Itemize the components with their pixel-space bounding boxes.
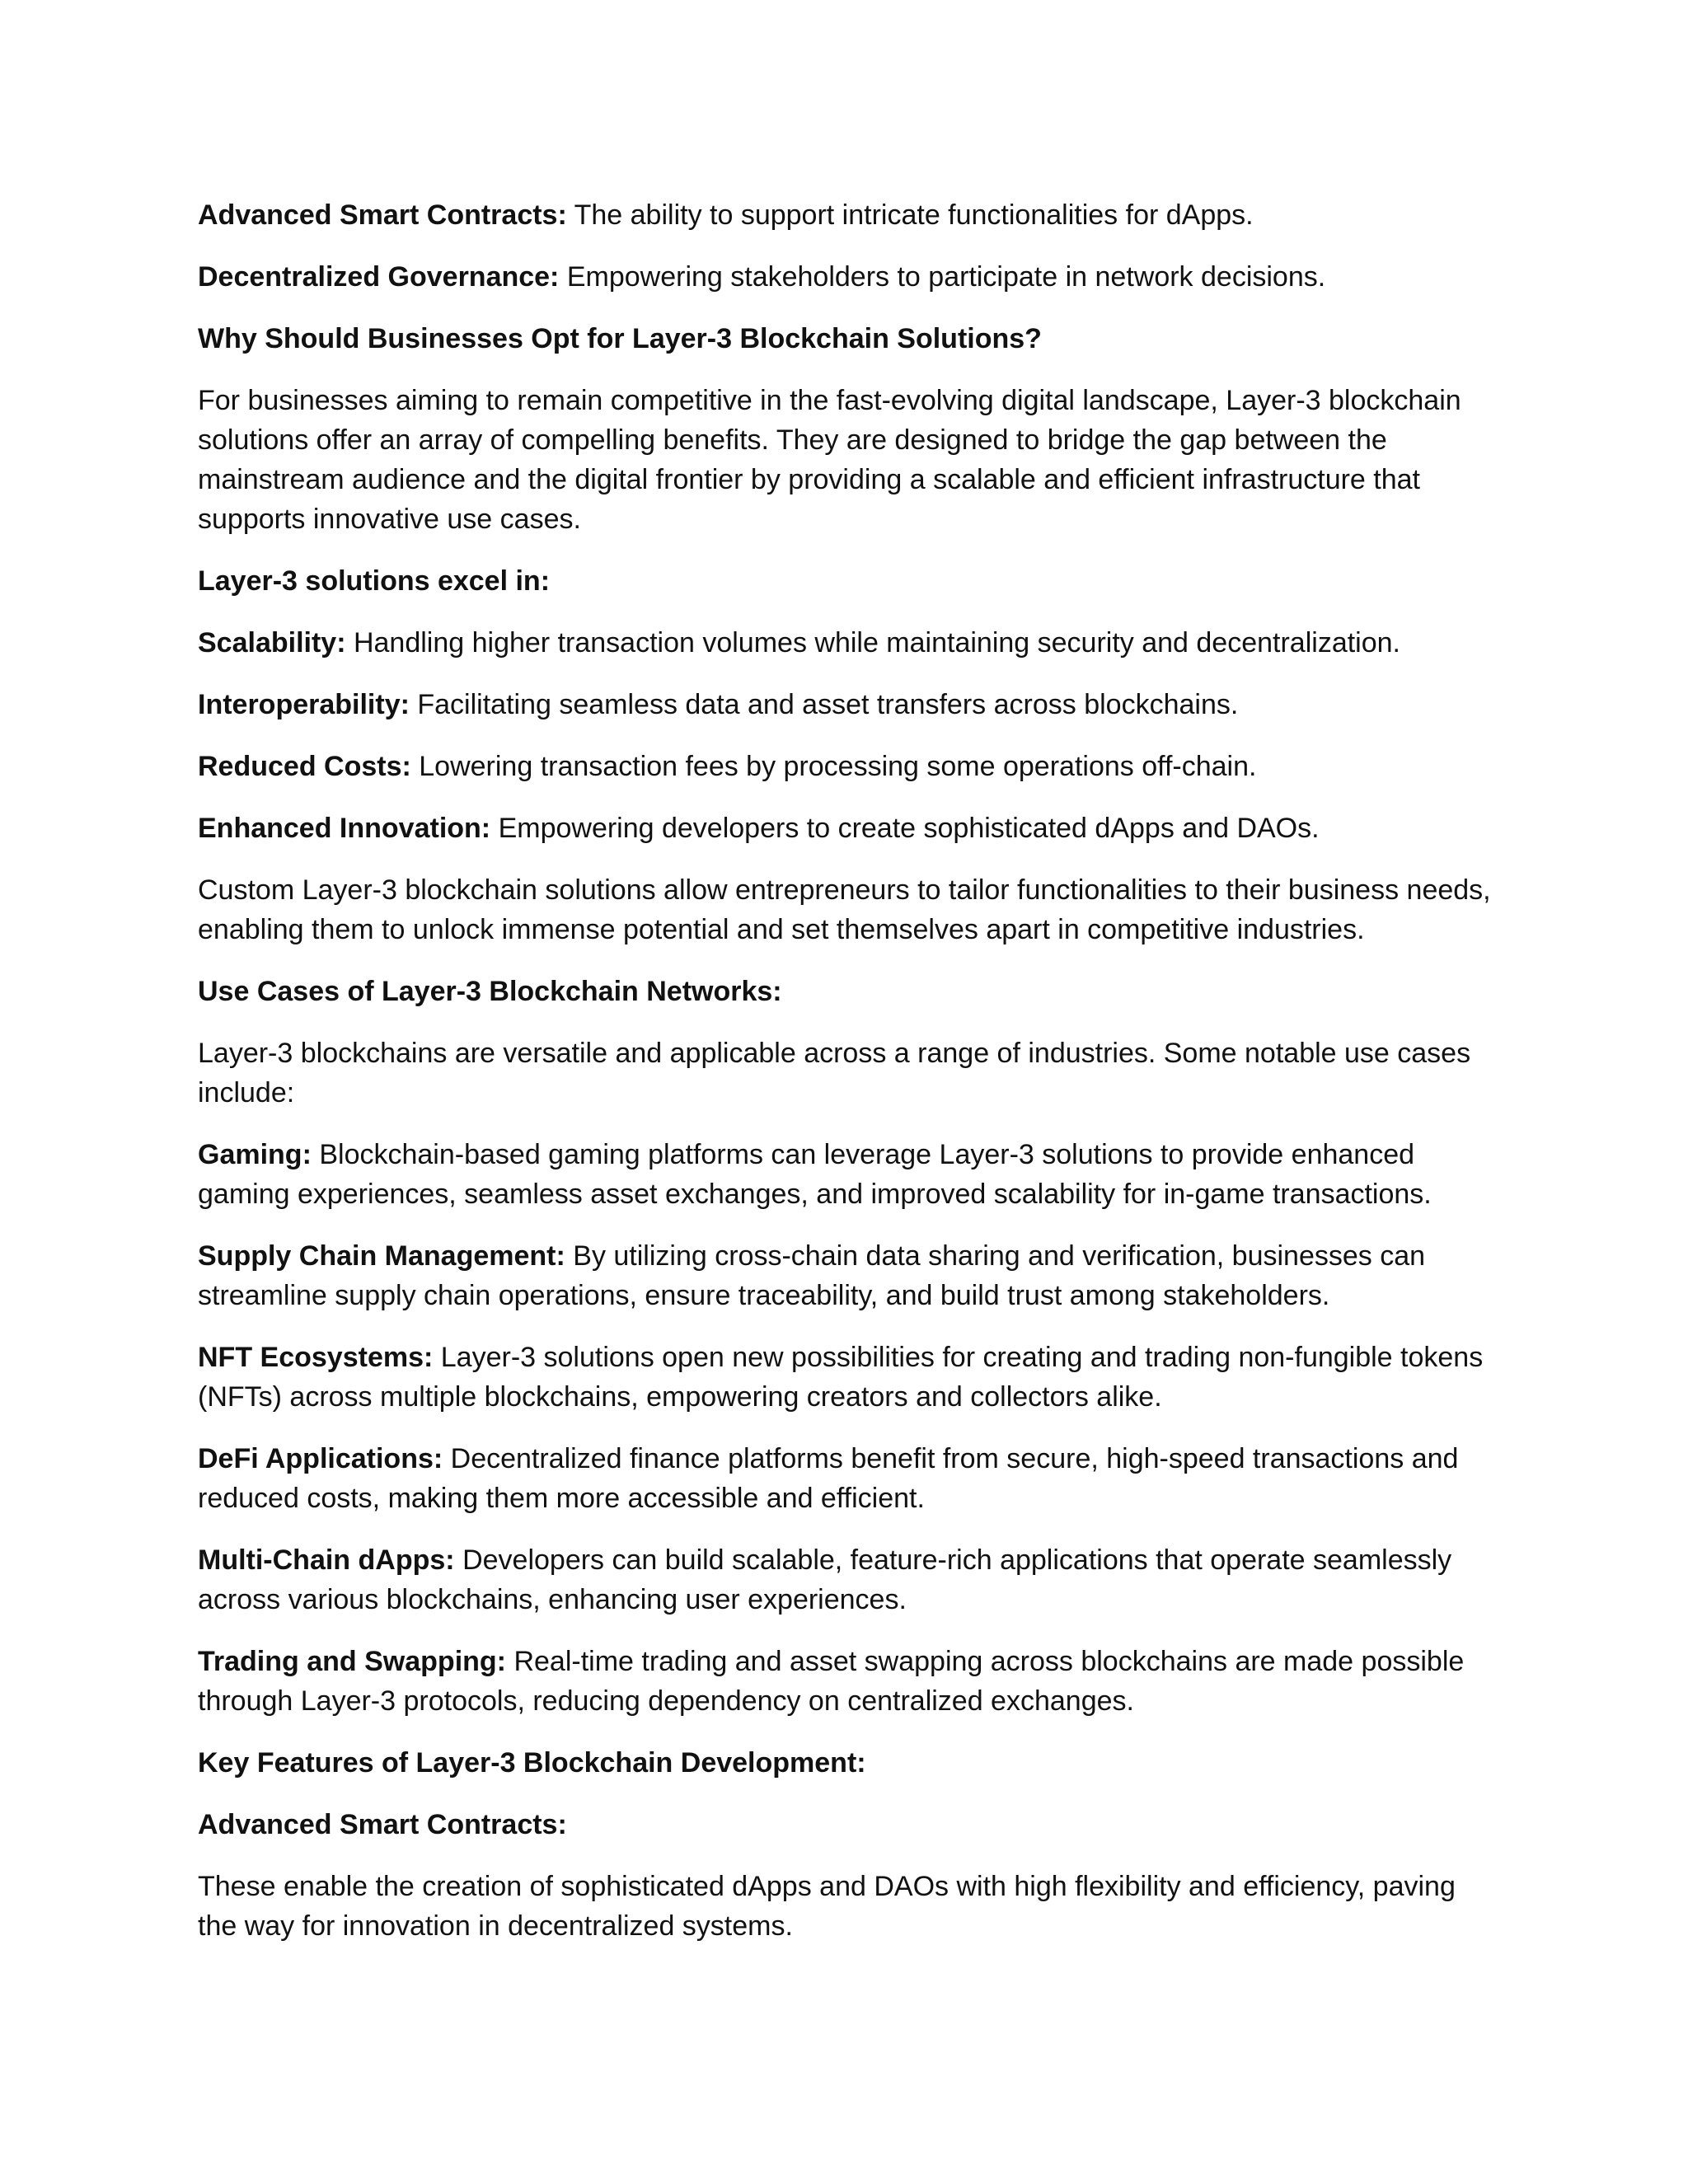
heading-text: Key Features of Layer-3 Blockchain Development:	[198, 1747, 866, 1779]
paragraph-text: Custom Layer-3 blockchain solutions allow entrepreneurs to tailor functionalities to their business needs, enabling them to unlock immense potential and set themselves apart in competitive industries.	[198, 874, 1491, 945]
body-paragraph-use-cases-intro	[198, 1033, 1500, 1113]
feature-item-smart-contracts	[198, 195, 1500, 235]
paragraph-label: Decentralized Governance:	[198, 261, 560, 293]
heading-text: Advanced Smart Contracts:	[198, 1809, 567, 1840]
heading-text: Layer-3 solutions excel in:	[198, 565, 551, 597]
heading-text: Use Cases of Layer-3 Blockchain Networks:	[198, 976, 782, 1007]
paragraph-text: Lowering transaction fees by processing some operations off-chain.	[410, 751, 1257, 782]
use-case-nft-ecosystems	[198, 1338, 1500, 1417]
use-case-gaming	[198, 1135, 1500, 1214]
paragraph-label: Advanced Smart Contracts:	[198, 199, 567, 231]
paragraph-text: Decentralized finance platforms benefit from secure, high-speed transactions and reduced costs, making them more accessible and efficient.	[198, 1443, 1459, 1514]
use-case-defi	[198, 1439, 1500, 1518]
feature-item-enhanced-innovation	[198, 808, 1500, 848]
document-body	[198, 195, 1500, 1968]
paragraph-label: Gaming:	[198, 1139, 312, 1170]
section-heading-use-cases	[198, 972, 1500, 1011]
feature-item-scalability	[198, 623, 1500, 663]
paragraph-text: The ability to support intricate functionalities for dApps.	[566, 199, 1254, 231]
paragraph-text: Real-time trading and asset swapping across blockchains are made possible through Layer-3 protocols, reducing dependency on centralized exchanges.	[198, 1646, 1465, 1717]
section-heading-why-businesses	[198, 319, 1500, 359]
paragraph-label: DeFi Applications:	[198, 1443, 443, 1474]
feature-item-reduced-costs	[198, 747, 1500, 786]
paragraph-text: Layer-3 blockchains are versatile and applicable across a range of industries. Some notable use cases include:	[198, 1038, 1471, 1108]
paragraph-label: Interoperability:	[198, 689, 410, 720]
use-case-trading-swapping	[198, 1642, 1500, 1721]
section-heading-key-features	[198, 1743, 1500, 1783]
paragraph-label: Multi-Chain dApps:	[198, 1544, 455, 1576]
paragraph-text: Developers can build scalable, feature-rich applications that operate seamlessly across various blockchains, enhancing user experiences.	[198, 1544, 1452, 1615]
paragraph-text: Blockchain-based gaming platforms can leverage Layer-3 solutions to provide enhanced gaming experiences, seamless asset exchanges, and improved scalability for in-game transactions.	[198, 1139, 1432, 1210]
paragraph-text: These enable the creation of sophisticated dApps and DAOs with high flexibility and efficiency, paving the way for innovation in decentralized systems.	[198, 1871, 1456, 1942]
body-paragraph-custom-solutions	[198, 870, 1500, 949]
heading-text: Why Should Businesses Opt for Layer-3 Blockchain Solutions?	[198, 323, 1042, 354]
feature-item-interoperability	[198, 685, 1500, 724]
use-case-multi-chain-dapps	[198, 1540, 1500, 1619]
section-heading-excel-in	[198, 561, 1500, 601]
subheading-smart-contracts	[198, 1805, 1500, 1844]
paragraph-label: NFT Ecosystems:	[198, 1342, 434, 1373]
paragraph-text: By utilizing cross-chain data sharing and verification, businesses can streamline supply chain operations, ensure traceability, and build trust among stakeholders.	[198, 1240, 1426, 1311]
paragraph-text: Facilitating seamless data and asset transfers across blockchains.	[409, 689, 1239, 720]
paragraph-label: Enhanced Innovation:	[198, 813, 491, 844]
paragraph-text: Empowering stakeholders to participate in network decisions.	[559, 261, 1326, 293]
body-paragraph-benefits	[198, 381, 1500, 539]
feature-item-governance	[198, 257, 1500, 297]
paragraph-label: Reduced Costs:	[198, 751, 411, 782]
paragraph-text: Empowering developers to create sophisticated dApps and DAOs.	[490, 813, 1320, 844]
paragraph-label: Scalability:	[198, 627, 346, 658]
body-paragraph-smart-contracts	[198, 1867, 1500, 1946]
paragraph-text: Layer-3 solutions open new possibilities for creating and trading non-fungible tokens (NFTs) across multiple blockchains, empowering creators and collectors alike.	[198, 1342, 1484, 1413]
paragraph-label: Supply Chain Management:	[198, 1240, 565, 1272]
use-case-supply-chain	[198, 1236, 1500, 1315]
paragraph-text: Handling higher transaction volumes while maintaining security and decentralization.	[345, 627, 1400, 658]
paragraph-label: Trading and Swapping:	[198, 1646, 506, 1677]
paragraph-text: For businesses aiming to remain competitive in the fast-evolving digital landscape, Layer-3 blockchain solutions offer an array of compelling benefits. They are designed to bridge the gap between the mainstream audience and the digital frontier by providing a scalable and efficient infrastructure that supports innovative use cases.	[198, 385, 1461, 535]
